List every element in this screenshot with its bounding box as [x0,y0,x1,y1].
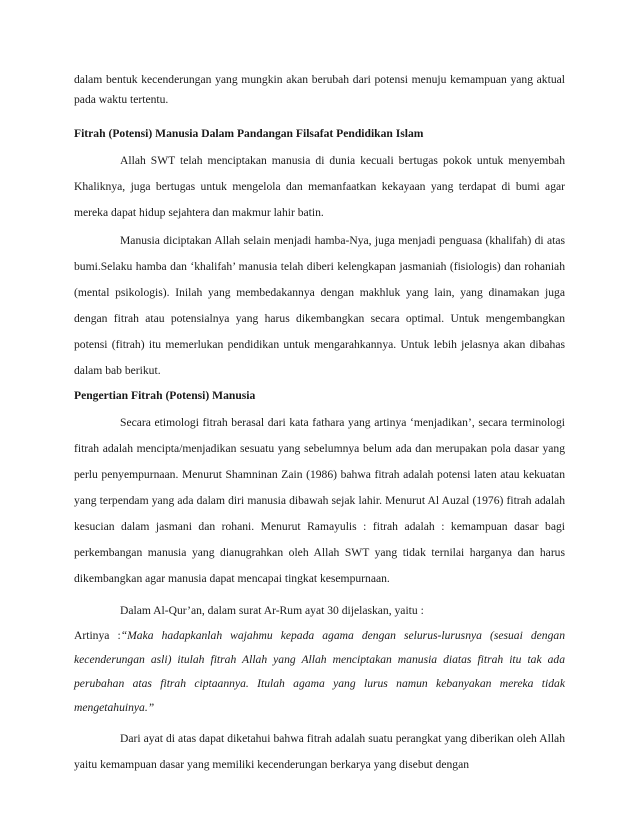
quote-block [74,624,565,720]
quote-text: “Maka hadapkanlah wajahmu kepada agama dengan selurus-lurusnya (sesuai dengan kecenderungan asli) itulah fitrah Allah yang Allah menciptakan manusia diatas fitrah itu tak ada perubahan atas fitrah ciptaannya. Itulah agama yang lurus namun kebanyakan mereka tidak mengetahuinya.” [74,629,565,714]
quote-prefix: Artinya : [74,629,121,642]
intro-paragraph: dalam bentuk kecenderungan yang mungkin akan berubah dari potensi menuju kemampuan yang aktual pada waktu tertentu. [74,73,565,106]
document-page [74,70,565,778]
paragraph-al-quran: Dalam Al-Qur’an, dalam surat Ar-Rum ayat 30 dijelaskan, yaitu : [120,604,424,617]
paragraph-allah-swt: Allah SWT telah menciptakan manusia di dunia kecuali bertugas pokok untuk menyembah Khaliknya, juga bertugas untuk mengelola dan memanfaatkan kekayaan yang terdapat di bumi agar mereka dapat hidup sejahtera dan makmur lahir batin. [74,154,565,219]
section-heading-pengertian-fitrah: Pengertian Fitrah (Potensi) Manusia [74,389,256,402]
paragraph-manusia-diciptakan: Manusia diciptakan Allah selain menjadi hamba-Nya, juga menjadi penguasa (khalifah) di atas bumi.Selaku hamba dan ‘khalifah’ manusia telah diberi kelengkapan jasmaniah (fisiologis) dan rohaniah (mental psikologis). Inilah yang membedakannya dengan makhluk yang lain, yang dinamakan juga dengan fitrah atau potensialnya yang harus dikembangkan secara optimal. Untuk mengembangkan potensi (fitrah) itu memerlukan pendidikan untuk mengarahkannya. Untuk lebih jelasnya akan dibahas dalam bab berikut. [74,234,565,377]
paragraph-etimologi: Secara etimologi fitrah berasal dari kata fathara yang artinya ‘menjadikan’, secara terminologi fitrah adalah mencipta/menjadikan sesuatu yang sebelumnya belum ada dan merupakan pola dasar yang perlu penyempurnaan. Menurut Shamninan Zain (1986) bahwa fitrah adalah potensi laten atau kekuatan yang terpendam yang ada dalam diri manusia dibawah sejak lahir. Menurut Al Auzal (1976) fitrah adalah kesucian dalam jasmani dan rohani. Menurut Ramayulis : fitrah adalah : kemampuan dasar bagi perkembangan manusia yang dianugrahkan oleh Allah SWT yang tidak ternilai harganya dan harus dikembangkan agar manusia dapat mencapai tingkat kesempurnaan. [74,416,565,585]
section-heading-fitrah-filsafat: Fitrah (Potensi) Manusia Dalam Pandangan Filsafat Pendidikan Islam [74,127,424,140]
paragraph-dari-ayat: Dari ayat di atas dapat diketahui bahwa fitrah adalah suatu perangkat yang diberikan oleh Allah yaitu kemampuan dasar yang memiliki kecenderungan berkarya yang disebut dengan [74,732,565,771]
